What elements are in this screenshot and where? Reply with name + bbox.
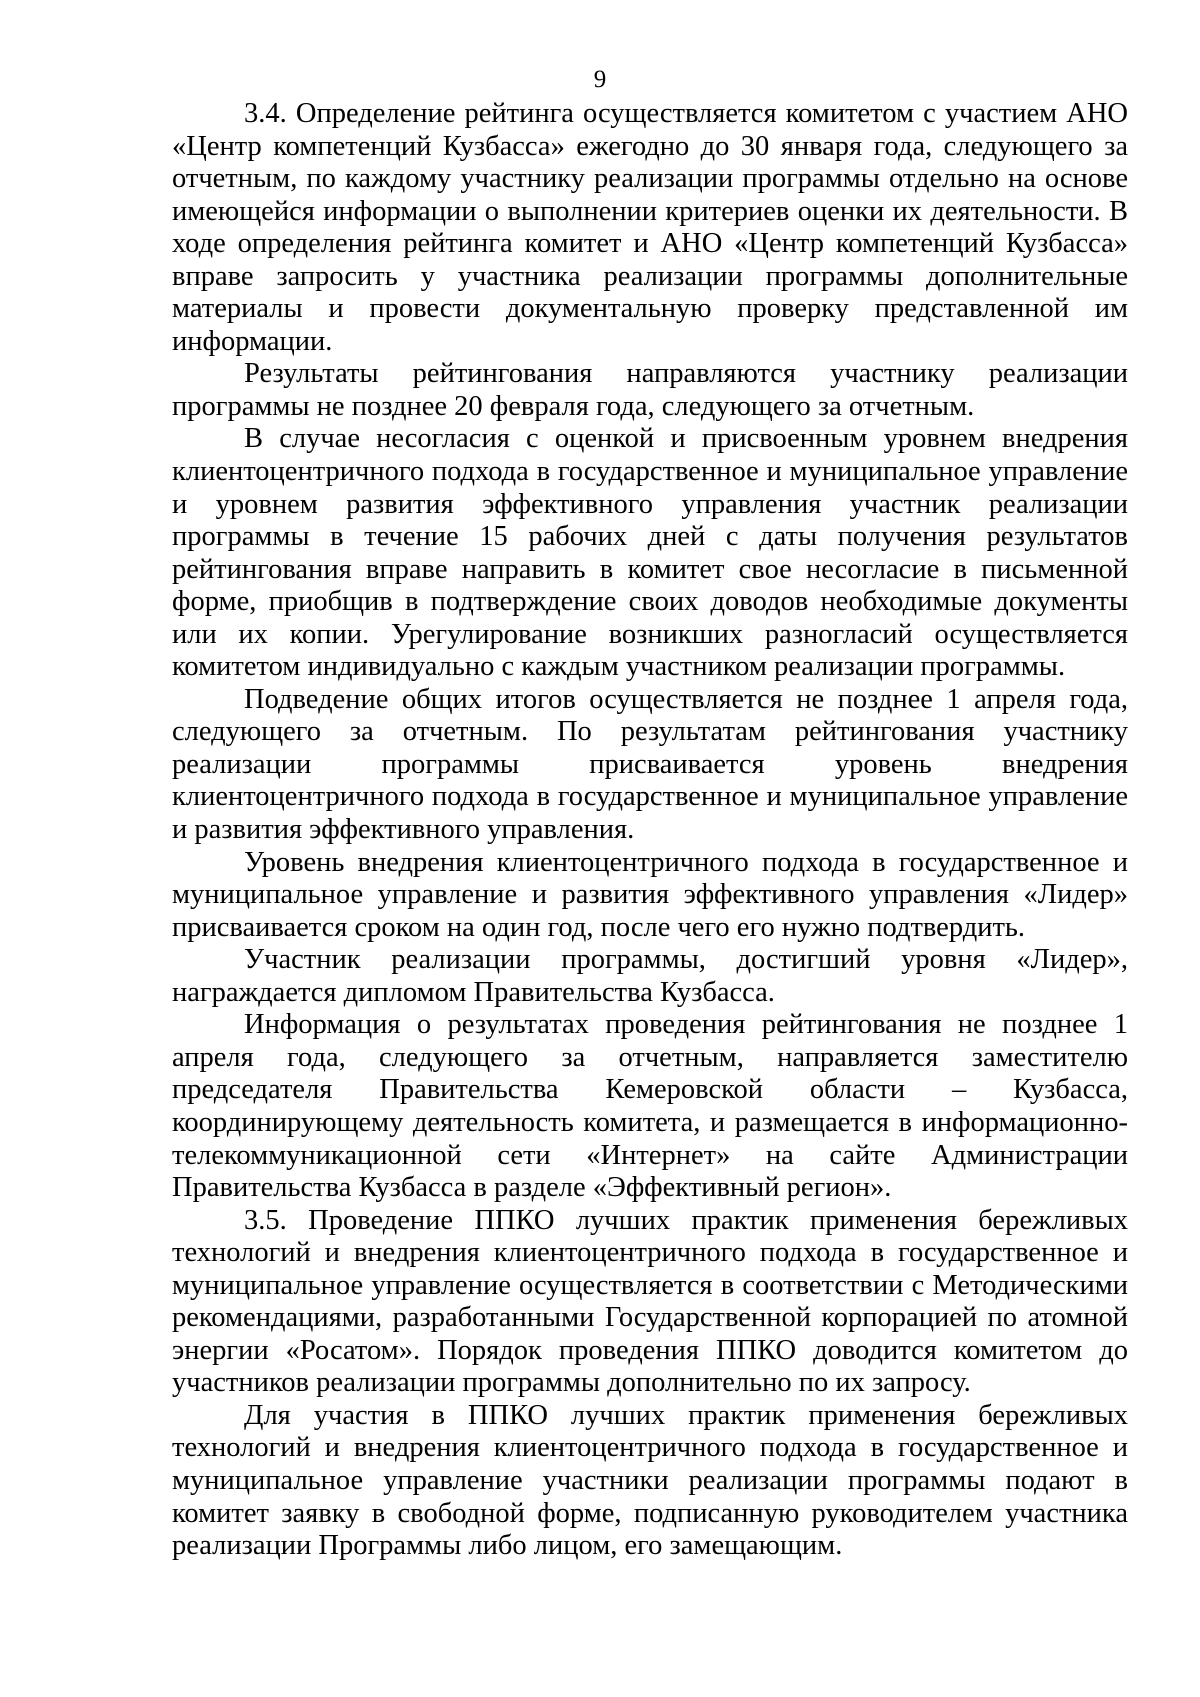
paragraph-leader-level: Уровень внедрения клиентоцентричного подхода в государственное и муниципальное управление и развития эффективного управления «Лидер» присваивается сроком на один год, после чего его нужно подтвердить. bbox=[172, 846, 1128, 943]
paragraph-application: Для участия в ППКО лучших практик применения бережливых технологий и внедрения клиентоцентричного подхода в государственное и муниципальное управление участники реализации программы подают в комитет заявку в свободной форме, подписанную руководителем участника реализации Программы либо лицом, его замещающим. bbox=[172, 1399, 1128, 1562]
paragraph-information: Информация о результатах проведения рейтингования не позднее 1 апреля года, следующего за отчетным, направляется заместителю председателя Правительства Кемеровской области – Кузбасса, координирующему деятельность комитета, и размещается в информационно-телекоммуникационной сети «Интернет» на сайте Администрации Правительства Кузбасса в разделе «Эффективный регион». bbox=[172, 1009, 1128, 1204]
paragraph-diploma: Участник реализации программы, достигший уровня «Лидер», награждается дипломом Правительства Кузбасса. bbox=[172, 944, 1128, 1008]
paragraph-3-5-ppko: 3.5. Проведение ППКО лучших практик применения бережливых технологий и внедрения клиентоцентричного подхода в государственное и муниципальное управление осуществляется в соответствии с Методическими рекомендациями, разработанными Государственной корпорацией по атомной энергии «Росатом». Порядок проведения ППКО доводится комитетом до участников реализации программы дополнительно по их запросу. bbox=[172, 1204, 1128, 1399]
paragraph-rating-results: Результаты рейтингования направляются участнику реализации программы не позднее 20 февраля года, следующего за отчетным. bbox=[172, 358, 1128, 422]
page-number: 9 bbox=[593, 66, 607, 93]
paragraph-disagreement: В случае несогласия с оценкой и присвоенным уровнем внедрения клиентоцентричного подхода в государственное и муниципальное управление и уровнем развития эффективного управления участник реализации программы в течение 15 рабочих дней с даты получения результатов рейтингования вправе направить в комитет свое несогласие в письменной форме, приобщив в подтверждение своих доводов необходимые документы или их копии. Урегулирование возникших разногласий осуществляется комитетом индивидуально с каждым участником реализации программы. bbox=[172, 423, 1128, 683]
paragraph-summary: Подведение общих итогов осуществляется не позднее 1 апреля года, следующего за отчетным. По результатам рейтингования участнику реализации программы присваивается уровень внедрения клиентоцентричного подхода в государственное и муниципальное управление и развития эффективного управления. bbox=[172, 683, 1128, 846]
paragraph-3-4-rating: 3.4. Определение рейтинга осуществляется комитетом с участием АНО «Центр компетенций Кузбасса» ежегодно до 30 января года, следующего за отчетным, по каждому участнику реализации программы отдельно на основе имеющейся информации о выполнении критериев оценки их деятельности. В ходе определения рейтинга комитет и АНО «Центр компетенций Кузбасса» вправе запросить у участника реализации программы дополнительные материалы и провести документальную проверку представленной им информации. bbox=[172, 98, 1128, 357]
document-body bbox=[172, 98, 1128, 1563]
